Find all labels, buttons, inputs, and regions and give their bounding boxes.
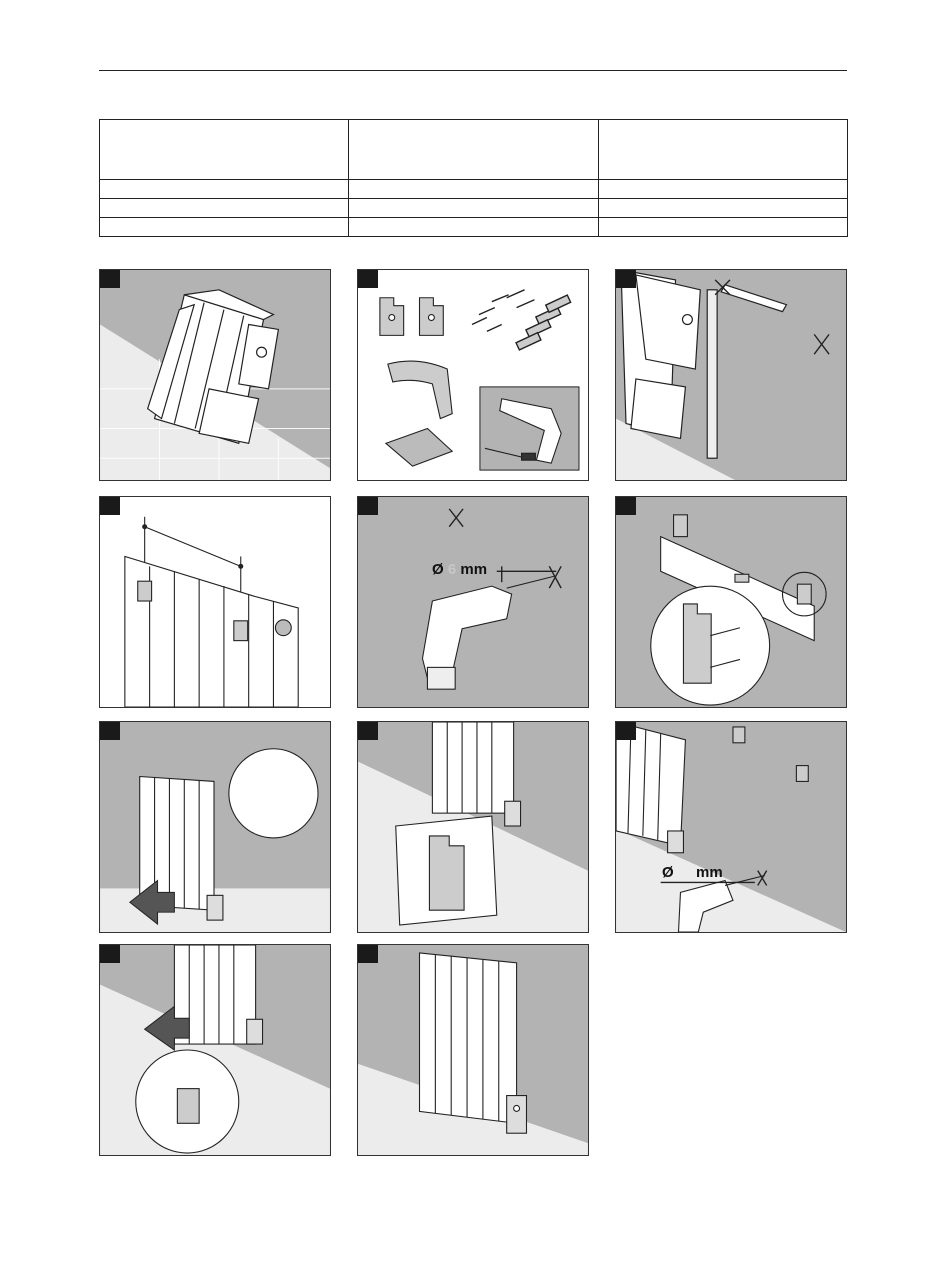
step-number-badge <box>358 497 378 515</box>
drill-size-unit: mm <box>460 561 488 578</box>
table-row <box>100 218 848 237</box>
step-7-hang-panel <box>99 721 331 933</box>
spec-cell <box>349 218 598 237</box>
header-rule <box>99 70 847 71</box>
step-6-level-panel <box>615 496 847 708</box>
lock-bracket-illustration <box>358 722 588 932</box>
spec-cell <box>598 180 847 199</box>
diameter-symbol: Ø <box>662 864 674 881</box>
bracket-position-illustration <box>100 497 330 707</box>
parts-and-tools-illustration <box>358 270 588 480</box>
spec-header-cell <box>100 120 349 180</box>
measure-wall-illustration <box>616 270 846 480</box>
spec-cell <box>598 199 847 218</box>
step-number-badge <box>358 945 378 963</box>
spec-cell <box>100 218 349 237</box>
spec-header-cell <box>349 120 598 180</box>
step-number-badge <box>616 270 636 288</box>
diameter-symbol: Ø <box>432 561 444 578</box>
spec-cell <box>349 180 598 199</box>
step-9-lower-drill-panel <box>615 721 847 933</box>
step-10-secure-panel <box>99 944 331 1156</box>
step-number-badge <box>616 722 636 740</box>
spec-cell <box>598 218 847 237</box>
step-4-bracket-distance-panel <box>99 496 331 708</box>
drill-size-label <box>432 561 487 578</box>
step-8-lock-panel <box>357 721 589 933</box>
drill-illustration <box>358 497 588 707</box>
step-number-badge <box>100 270 120 288</box>
step-5-drill-panel <box>357 496 589 708</box>
step-number-badge <box>616 497 636 515</box>
installed-radiator-illustration <box>358 945 588 1155</box>
table-row <box>100 180 848 199</box>
step-number-badge <box>100 945 120 963</box>
lower-drill-size-label <box>662 864 723 881</box>
level-and-bracket-illustration <box>616 497 846 707</box>
secure-bottom-illustration <box>100 945 330 1155</box>
spec-table-header <box>100 120 848 180</box>
hang-radiator-illustration <box>100 722 330 932</box>
drill-size-value: 6 <box>447 561 457 578</box>
packaged-radiator-illustration <box>100 270 330 480</box>
spec-table <box>99 119 848 237</box>
lower-fixing-illustration <box>616 722 846 932</box>
step-3-measure-panel <box>615 269 847 481</box>
step-2-parts-panel <box>357 269 589 481</box>
step-number-badge <box>358 270 378 288</box>
table-row <box>100 199 848 218</box>
step-number-badge <box>100 497 120 515</box>
step-number-badge <box>100 722 120 740</box>
spec-header-cell <box>598 120 847 180</box>
step-11-installed-panel <box>357 944 589 1156</box>
spec-cell <box>100 199 349 218</box>
step-number-badge <box>358 722 378 740</box>
drill-size-unit: mm <box>696 864 723 881</box>
step-1-unpack-panel <box>99 269 331 481</box>
spec-cell <box>349 199 598 218</box>
spec-cell <box>100 180 349 199</box>
